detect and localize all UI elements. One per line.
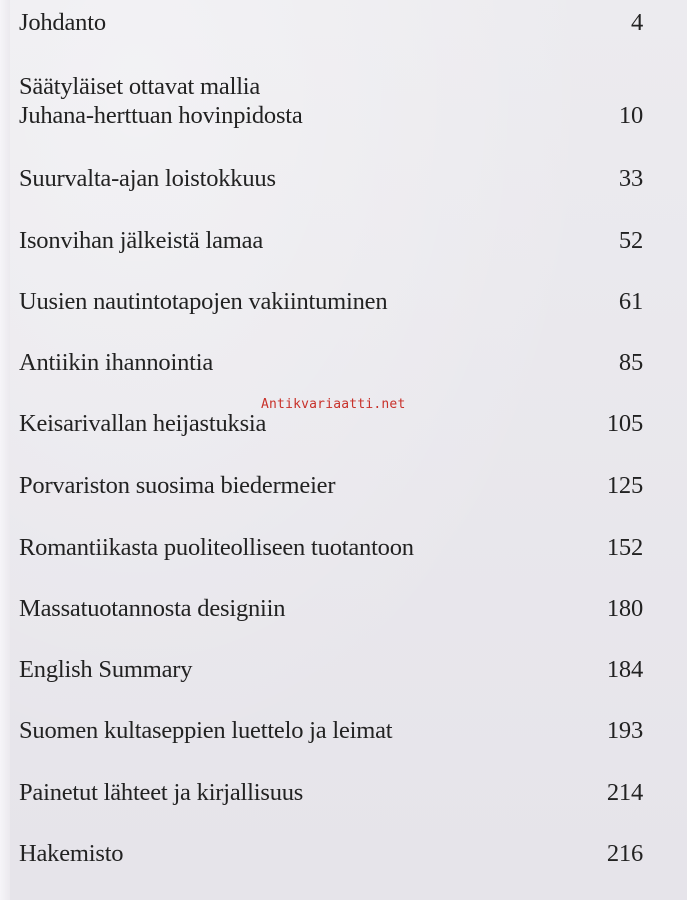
toc-entry [19, 8, 643, 37]
toc-entry-page: 216 [606, 840, 643, 867]
toc-entry-page: 52 [618, 227, 643, 254]
toc-entry-title: Uusien nautintotapojen vakiintuminen [19, 288, 388, 315]
toc-entry-page: 184 [606, 656, 643, 683]
toc-entry-title: Painetut lähteet ja kirjallisuus [19, 779, 304, 806]
toc-entry [19, 287, 643, 316]
toc-entry-page: 10 [618, 102, 643, 129]
toc-entry-title: Antiikin ihannointia [19, 349, 214, 376]
toc-entry-title: Porvariston suosima biedermeier [19, 472, 336, 499]
toc-entry [19, 716, 643, 745]
watermark-text: Antikvariaatti.net [261, 397, 406, 412]
toc-entry-page: 180 [606, 595, 643, 622]
toc-entry-page: 193 [606, 717, 643, 744]
toc-entry [19, 471, 643, 500]
toc-entry-title: Romantiikasta puoliteolliseen tuotantoon [19, 534, 414, 561]
toc-entry [19, 839, 643, 868]
toc-entry [19, 409, 643, 438]
toc-entry-page: 125 [606, 472, 643, 499]
toc-entry-page: 4 [630, 9, 643, 36]
toc-entry-page: 214 [606, 779, 643, 806]
toc-entry-title: Suomen kultaseppien luettelo ja leimat [19, 717, 393, 744]
toc-entry [19, 533, 643, 562]
toc-entry-title: English Summary [19, 656, 193, 683]
toc-entry-title: Suurvalta-ajan loistokkuus [19, 165, 276, 192]
toc-entry-page: 61 [618, 288, 643, 315]
toc-entry-page: 33 [618, 165, 643, 192]
toc-entry [19, 72, 643, 130]
toc-entry-title: Hakemisto [19, 840, 124, 867]
toc-entry [19, 348, 643, 377]
toc-entry-title: Massatuotannosta designiin [19, 595, 286, 622]
toc-entry [19, 226, 643, 255]
toc-entry-title: Keisarivallan heijastuksia [19, 410, 267, 437]
toc-entry-page: 105 [606, 410, 643, 437]
toc-entry-title: Säätyläiset ottavat mallia Juhana-herttuan hovinpidosta [19, 73, 303, 129]
toc-entry [19, 778, 643, 807]
toc-entry-title: Johdanto [19, 9, 106, 36]
toc-entry-title: Isonvihan jälkeistä lamaa [19, 227, 263, 254]
toc-entry [19, 594, 643, 623]
toc-entry-page: 85 [618, 349, 643, 376]
toc-entry [19, 655, 643, 684]
toc-entry [19, 164, 643, 193]
toc-entry-page: 152 [606, 534, 643, 561]
